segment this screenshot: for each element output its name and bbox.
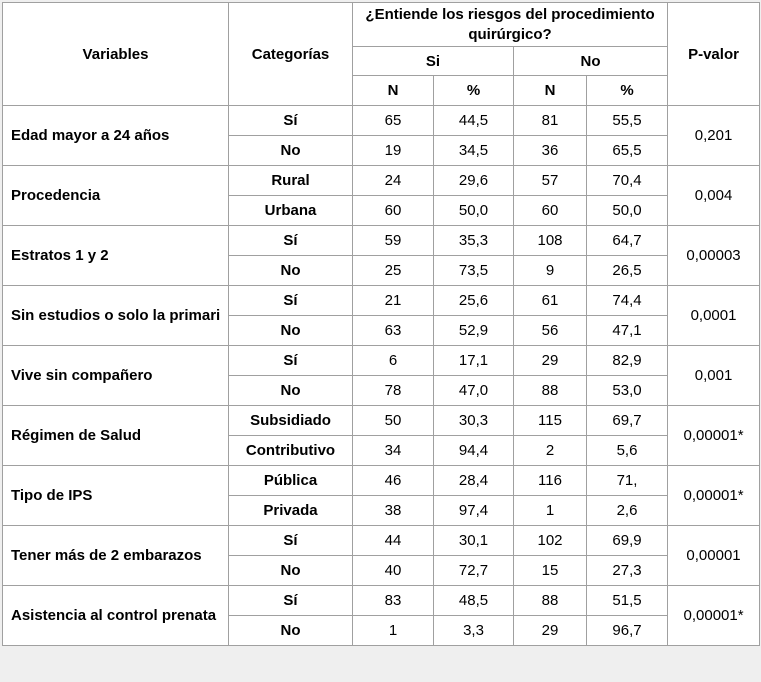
no-pct-cell: 55,5 — [587, 106, 668, 136]
category-cell: Sí — [229, 586, 353, 616]
category-cell: Sí — [229, 346, 353, 376]
p-value-cell: 0,201 — [668, 106, 760, 166]
p-value-cell: 0,0001 — [668, 286, 760, 346]
table-row — [3, 466, 760, 496]
p-value-cell: 0,00001 — [668, 526, 760, 586]
si-n-cell: 19 — [353, 136, 434, 166]
no-pct-cell: 26,5 — [587, 256, 668, 286]
p-value-cell: 0,00001* — [668, 586, 760, 646]
no-pct-cell: 5,6 — [587, 436, 668, 466]
p-value-cell: 0,00001* — [668, 466, 760, 526]
si-n-cell: 25 — [353, 256, 434, 286]
no-pct-cell: 51,5 — [587, 586, 668, 616]
category-cell: Sí — [229, 286, 353, 316]
no-pct-cell: 70,4 — [587, 166, 668, 196]
table-row — [3, 406, 760, 436]
no-n-cell: 57 — [514, 166, 587, 196]
p-value-cell: 0,00001* — [668, 406, 760, 466]
si-n-cell: 78 — [353, 376, 434, 406]
col-header-si: Si — [353, 47, 514, 76]
si-n-cell: 34 — [353, 436, 434, 466]
no-n-cell: 102 — [514, 526, 587, 556]
col-header-variables: Variables — [3, 3, 229, 106]
question-line-1: ¿Entiende los riesgos del procedimiento — [365, 5, 655, 23]
no-pct-cell: 65,5 — [587, 136, 668, 166]
table-row — [3, 286, 760, 316]
category-cell: No — [229, 376, 353, 406]
table-row — [3, 226, 760, 256]
col-header-categorias: Categorías — [229, 3, 353, 106]
si-n-cell: 24 — [353, 166, 434, 196]
si-pct-cell: 30,1 — [434, 526, 514, 556]
category-cell: Privada — [229, 496, 353, 526]
no-pct-cell: 50,0 — [587, 196, 668, 226]
si-n-cell: 83 — [353, 586, 434, 616]
table-row — [3, 526, 760, 556]
si-pct-cell: 25,6 — [434, 286, 514, 316]
statistics-table — [2, 2, 760, 646]
no-n-cell: 2 — [514, 436, 587, 466]
category-cell: Contributivo — [229, 436, 353, 466]
si-n-cell: 65 — [353, 106, 434, 136]
si-pct-cell: 50,0 — [434, 196, 514, 226]
col-header-p-valor: P-valor — [668, 3, 760, 106]
col-header-si-pct: % — [434, 76, 514, 106]
variable-cell: Asistencia al control prenata — [3, 586, 229, 646]
category-cell: Sí — [229, 106, 353, 136]
category-cell: No — [229, 556, 353, 586]
category-cell: Rural — [229, 166, 353, 196]
table-header — [3, 3, 760, 106]
no-n-cell: 9 — [514, 256, 587, 286]
variable-cell: Vive sin compañero — [3, 346, 229, 406]
table-row — [3, 166, 760, 196]
no-n-cell: 81 — [514, 106, 587, 136]
si-pct-cell: 17,1 — [434, 346, 514, 376]
no-pct-cell: 2,6 — [587, 496, 668, 526]
category-cell: Urbana — [229, 196, 353, 226]
col-header-no-pct: % — [587, 76, 668, 106]
category-cell: No — [229, 256, 353, 286]
si-pct-cell: 34,5 — [434, 136, 514, 166]
si-n-cell: 63 — [353, 316, 434, 346]
si-n-cell: 59 — [353, 226, 434, 256]
si-n-cell: 21 — [353, 286, 434, 316]
category-cell: No — [229, 316, 353, 346]
category-cell: Sí — [229, 226, 353, 256]
header-row-question — [3, 3, 760, 47]
si-pct-cell: 97,4 — [434, 496, 514, 526]
col-header-no-n: N — [514, 76, 587, 106]
p-value-cell: 0,001 — [668, 346, 760, 406]
si-pct-cell: 72,7 — [434, 556, 514, 586]
no-n-cell: 29 — [514, 616, 587, 646]
no-n-cell: 36 — [514, 136, 587, 166]
si-n-cell: 38 — [353, 496, 434, 526]
no-pct-cell: 47,1 — [587, 316, 668, 346]
variable-cell: Tener más de 2 embarazos — [3, 526, 229, 586]
table-row — [3, 106, 760, 136]
no-n-cell: 1 — [514, 496, 587, 526]
category-cell: Sí — [229, 526, 353, 556]
no-pct-cell: 53,0 — [587, 376, 668, 406]
si-pct-cell: 29,6 — [434, 166, 514, 196]
si-pct-cell: 3,3 — [434, 616, 514, 646]
variable-cell: Tipo de IPS — [3, 466, 229, 526]
variable-cell: Estratos 1 y 2 — [3, 226, 229, 286]
no-pct-cell: 96,7 — [587, 616, 668, 646]
category-cell: Subsidiado — [229, 406, 353, 436]
no-n-cell: 56 — [514, 316, 587, 346]
no-n-cell: 108 — [514, 226, 587, 256]
category-cell: Pública — [229, 466, 353, 496]
no-n-cell: 88 — [514, 376, 587, 406]
si-n-cell: 40 — [353, 556, 434, 586]
si-pct-cell: 48,5 — [434, 586, 514, 616]
p-value-cell: 0,00003 — [668, 226, 760, 286]
no-n-cell: 116 — [514, 466, 587, 496]
si-pct-cell: 44,5 — [434, 106, 514, 136]
no-pct-cell: 27,3 — [587, 556, 668, 586]
si-n-cell: 50 — [353, 406, 434, 436]
no-pct-cell: 71, — [587, 466, 668, 496]
si-n-cell: 44 — [353, 526, 434, 556]
si-n-cell: 6 — [353, 346, 434, 376]
category-cell: No — [229, 136, 353, 166]
si-pct-cell: 30,3 — [434, 406, 514, 436]
no-pct-cell: 64,7 — [587, 226, 668, 256]
question-line-2: quirúrgico? — [468, 25, 552, 43]
si-pct-cell: 47,0 — [434, 376, 514, 406]
no-n-cell: 60 — [514, 196, 587, 226]
p-value-cell: 0,004 — [668, 166, 760, 226]
variable-cell: Procedencia — [3, 166, 229, 226]
col-header-no: No — [514, 47, 668, 76]
col-header-question — [353, 3, 668, 47]
variable-cell: Régimen de Salud — [3, 406, 229, 466]
si-pct-cell: 73,5 — [434, 256, 514, 286]
no-n-cell: 88 — [514, 586, 587, 616]
no-pct-cell: 69,9 — [587, 526, 668, 556]
table-body — [3, 106, 760, 646]
variable-cell: Edad mayor a 24 años — [3, 106, 229, 166]
no-pct-cell: 69,7 — [587, 406, 668, 436]
category-cell: No — [229, 616, 353, 646]
no-n-cell: 115 — [514, 406, 587, 436]
no-n-cell: 29 — [514, 346, 587, 376]
si-n-cell: 1 — [353, 616, 434, 646]
variable-cell: Sin estudios o solo la primari — [3, 286, 229, 346]
si-n-cell: 60 — [353, 196, 434, 226]
no-n-cell: 61 — [514, 286, 587, 316]
table-row — [3, 346, 760, 376]
table-row — [3, 586, 760, 616]
si-pct-cell: 28,4 — [434, 466, 514, 496]
no-pct-cell: 82,9 — [587, 346, 668, 376]
no-pct-cell: 74,4 — [587, 286, 668, 316]
si-pct-cell: 35,3 — [434, 226, 514, 256]
no-n-cell: 15 — [514, 556, 587, 586]
col-header-si-n: N — [353, 76, 434, 106]
si-n-cell: 46 — [353, 466, 434, 496]
si-pct-cell: 52,9 — [434, 316, 514, 346]
si-pct-cell: 94,4 — [434, 436, 514, 466]
